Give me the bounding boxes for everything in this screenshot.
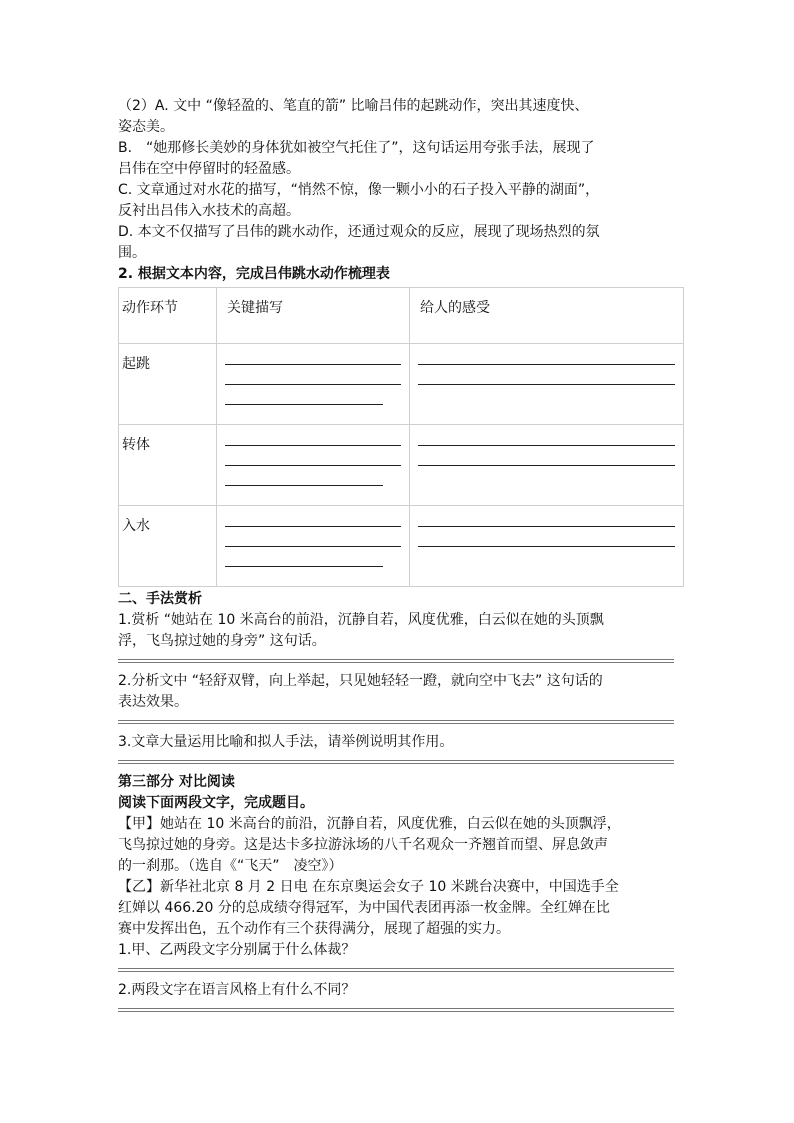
answer-blank[interactable] (225, 445, 401, 446)
option-c-line2: 反衬出吕伟入水技术的高超。 (118, 203, 300, 219)
section3-title: 第三部分 对比阅读 (118, 774, 235, 790)
answer-blank[interactable] (225, 566, 383, 567)
question-2-3: 3.文章大量运用比喻和拟人手法，请举例说明其作用。 (118, 734, 454, 750)
answer-blank[interactable] (225, 465, 401, 466)
answer-blank[interactable] (418, 546, 675, 547)
answer-blank[interactable] (225, 526, 401, 527)
option-c-line1: C. 文章通过对水花的描写，“悄然不惊，像一颗小小的石子投入平静的湖面”， (118, 182, 600, 198)
answer-blank[interactable] (225, 546, 401, 547)
answer-blank[interactable] (418, 445, 675, 446)
answer-blank[interactable] (225, 404, 383, 405)
passage-jia-line1: 【甲】她站在 10 米高台的前沿，沉静自若，风度优雅，白云似在她的头顶飘浮， (118, 816, 621, 832)
option-b-line1: B. “她那修长美妙的身体犹如被空气托住了”，这句话运用夸张手法，展现了 (118, 140, 595, 156)
question-3-1: 1.甲、乙两段文字分别属于什么体裁？ (118, 942, 356, 958)
answer-blank[interactable] (418, 364, 675, 365)
option-a-line1: （2）A. 文中 “像轻盈的、笔直的箭” 比喻吕伟的起跳动作，突出其速度快、 (118, 98, 589, 114)
row-label-twist: 转体 (122, 437, 150, 453)
question-2-1-line1: 1.赏析 “她站在 10 米高台的前沿，沉静自若，风度优雅，白云似在她的头顶飘 (118, 612, 604, 628)
question-2-2-line1: 2.分析文中 “轻舒双臂，向上举起，只见她轻轻一蹬，就向空中飞去” 这句话的 (118, 673, 603, 689)
header-impression: 给人的感受 (420, 300, 490, 316)
answer-blank[interactable] (225, 364, 401, 365)
action-table (118, 287, 684, 587)
table-row (119, 506, 684, 587)
passage-yi-line2: 红婵以 466.20 分的总成绩夺得冠军，为中国代表团再添一枚金牌。全红婵在比 (118, 900, 610, 916)
answer-line[interactable] (118, 968, 674, 972)
row-label-entry: 入水 (122, 518, 150, 534)
section2-title: 二、手法赏析 (118, 591, 202, 607)
table-header-row (119, 288, 684, 344)
table-heading: 2. 根据文本内容，完成吕伟跳水动作梳理表 (118, 266, 390, 282)
answer-blank[interactable] (225, 384, 401, 385)
option-d-line1: D. 本文不仅描写了吕伟的跳水动作，还通过观众的反应，展现了现场热烈的氛 (118, 224, 600, 240)
option-d-line2: 围。 (118, 245, 146, 261)
answer-blank[interactable] (418, 526, 675, 527)
passage-yi-line1: 【乙】新华社北京 8 月 2 日电 在东京奥运会女子 10 米跳台决赛中，中国选手全 (118, 879, 619, 895)
header-action-stage: 动作环节 (122, 300, 178, 316)
question-2-1-line2: 浮，飞鸟掠过她的身旁” 这句话。 (118, 633, 326, 649)
row-label-takeoff: 起跳 (122, 356, 150, 372)
passage-jia-line2: 飞鸟掠过她的身旁。这是达卡多拉游泳场的八千名观众一齐翘首而望、屏息敛声 (118, 837, 608, 853)
worksheet-page (118, 96, 682, 1020)
answer-blank[interactable] (418, 465, 675, 466)
table-row (119, 425, 684, 506)
answer-blank[interactable] (418, 384, 675, 385)
option-a-line2: 姿态美。 (118, 119, 174, 135)
answer-line[interactable] (118, 1008, 674, 1012)
answer-blank[interactable] (225, 485, 383, 486)
answer-line[interactable] (118, 659, 674, 663)
question-3-2: 2.两段文字在语言风格上有什么不同？ (118, 982, 356, 998)
question-2-2-line2: 表达效果。 (118, 694, 188, 710)
section3-instruction: 阅读下面两段文字，完成题目。 (118, 795, 314, 811)
passage-yi-line3: 赛中发挥出色，五个动作有三个获得满分，展现了超强的实力。 (118, 921, 510, 937)
header-key-description: 关键描写 (227, 300, 283, 316)
option-b-line2: 吕伟在空中停留时的轻盈感。 (118, 161, 300, 177)
passage-jia-line3: 的一刹那。（选自《“飞天” 凌空》） (118, 858, 343, 874)
table-row (119, 344, 684, 425)
answer-line[interactable] (118, 720, 674, 724)
answer-line[interactable] (118, 760, 674, 764)
